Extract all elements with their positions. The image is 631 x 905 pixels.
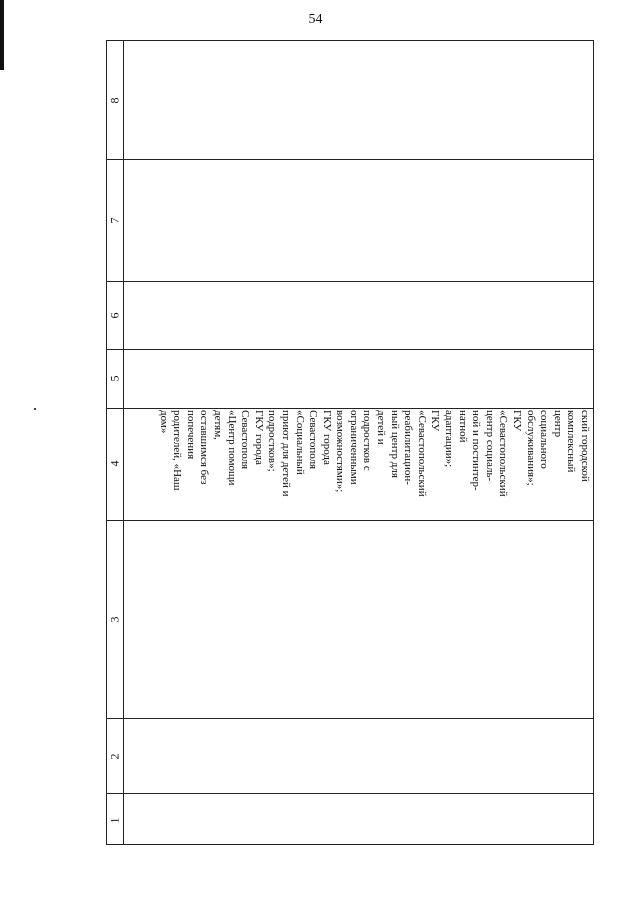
cell-text-line: ГКУ	[511, 410, 524, 432]
cell-text-line: «Севастопольский	[415, 410, 428, 497]
cell-text-line: комплексный	[565, 410, 578, 473]
column-number-3: 3	[107, 616, 122, 623]
cell-text-line: центр	[551, 410, 564, 438]
cell-text-line: социального	[538, 410, 551, 469]
cell-text-line: подростков»;	[266, 410, 279, 472]
cell-text-line: дом»	[157, 410, 170, 434]
cell-text-line: приют для детей и	[279, 410, 292, 497]
cell-text-line: оставшимся без	[198, 410, 211, 485]
page-number: 54	[308, 12, 323, 27]
cell-text-line: Севастополя	[239, 410, 252, 470]
column-number-1: 1	[107, 817, 122, 824]
cell-text-line: подростков с	[361, 410, 374, 471]
cell-text-line: попечения	[184, 410, 197, 460]
cell-text-line: детям,	[211, 410, 224, 440]
cell-text-line: «Севастопольский	[497, 410, 510, 497]
cell-text-line: ный центр для	[388, 410, 401, 478]
cell-text-line: возможностями»;	[334, 410, 347, 493]
column-boundary	[107, 281, 593, 282]
cell-text-line: ский городской	[579, 410, 591, 482]
cell-text-line: родителей, «Наш	[171, 410, 184, 491]
cell-text-line: детей и	[375, 410, 388, 445]
column-boundary	[107, 408, 593, 409]
scan-speck	[34, 408, 36, 410]
cell-text-line: ной и постинтер-	[470, 410, 483, 491]
cell-text-line: обслуживания»;	[524, 410, 537, 486]
header-divider	[123, 41, 124, 844]
column-boundary	[107, 349, 593, 350]
cell-text-line: ГКУ города	[320, 410, 333, 465]
cell-text-line: реабилитацион-	[402, 410, 415, 485]
scan-edge-mark	[0, 0, 4, 70]
column-number-6: 6	[107, 312, 122, 319]
column-number-4: 4	[107, 460, 122, 467]
column-number-7: 7	[107, 217, 122, 224]
cell-text-line: центр социаль-	[483, 410, 496, 482]
column-number-2: 2	[107, 753, 122, 760]
cell-text-line: ГКУ	[429, 410, 442, 432]
cell-column-4-text	[157, 410, 591, 880]
cell-text-line: адаптации»;	[443, 410, 456, 468]
cell-text-line: «Социальный	[293, 410, 306, 475]
cell-text-line: Севастополя	[307, 410, 320, 470]
cell-text-line: «Центр помощи	[225, 410, 238, 486]
cell-text-line: ограниченными	[347, 410, 360, 485]
cell-text-line: натной	[456, 410, 469, 443]
cell-text-line: ГКУ города	[252, 410, 265, 465]
column-number-5: 5	[107, 375, 122, 382]
column-boundary	[107, 159, 593, 160]
column-number-8: 8	[107, 97, 122, 104]
